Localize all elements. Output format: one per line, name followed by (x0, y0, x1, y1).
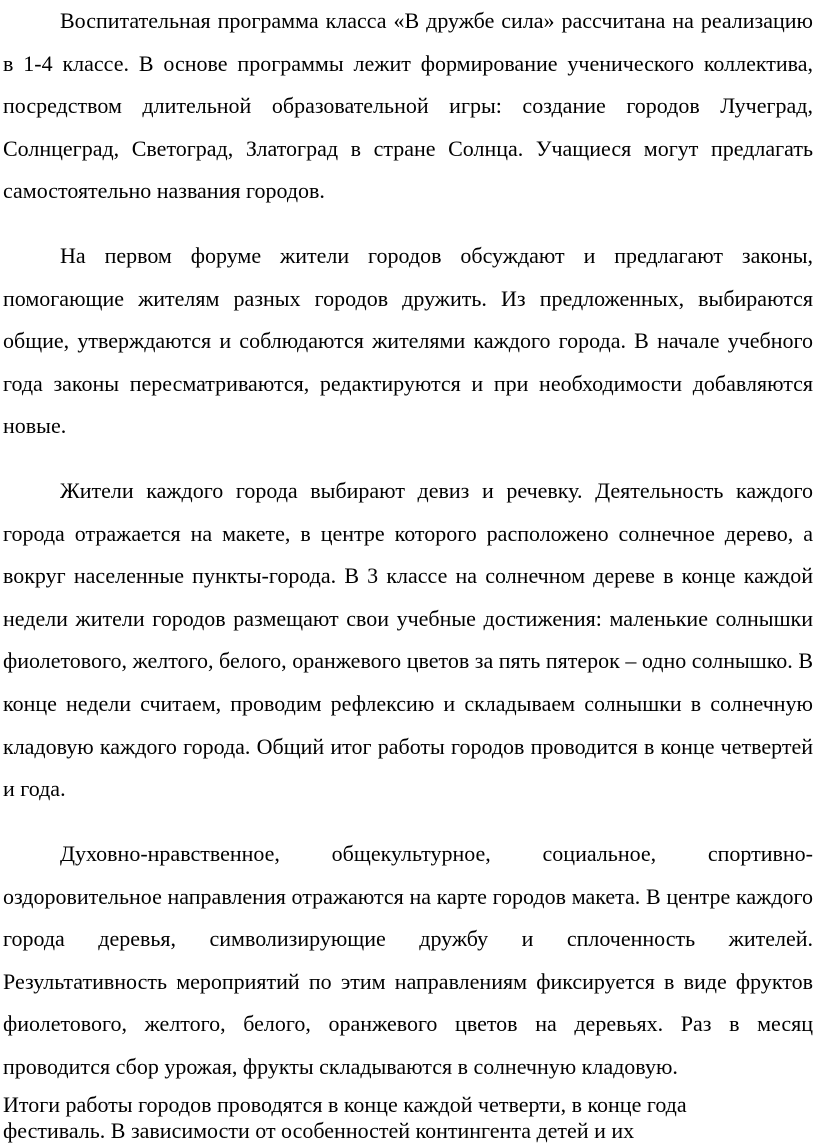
paragraph-text: Воспитательная программа класса «В дружбе сила» рассчитана на реализацию в 1-4 классе. В основе программы лежит формирование ученического коллектива, посредством длительной образовательной игры: создание городов Лучеград, Солнцеград, Светоград, Златоград в стране Солнца. Учащиеся могут предлагать самостоятельно названия городов. (3, 8, 813, 204)
paragraph-text: Жители каждого города выбирают девиз и речевку. Деятельность каждого города отражается на макете, в центре которого расположено солнечное дерево, а вокруг населенные пункты-города. В 3 классе на солнечном дереве в конце каждой недели жители городов размещают свои учебные достижения: маленькие солнышки фиолетового, желтого, белого, оранжевого цветов за пять пятерок – одно солнышко. В конце недели считаем, проводим рефлексию и складываем солнышки в солнечную кладовую каждого города. Общий итог работы городов проводится в конце четвертей и года. (3, 478, 813, 802)
paragraph-city-activity (3, 470, 813, 811)
tail-line-2: фестиваль. В зависимости от особенностей контингента детей и их (3, 1118, 635, 1143)
paragraph-directions (3, 833, 813, 1089)
paragraph-text: Духовно-нравственное, общекультурное, социальное, спортивно-оздоровительное направления отражаются на карте городов макета. В центре каждого города деревья, символизирующие дружбу и сплоченность жителей. Результативность мероприятий по этим направлениям фиксируется в виде фруктов фиолетового, желтого, белого, оранжевого цветов на деревьях. Раз в месяц проводится сбор урожая, фрукты складываются в солнечную кладовую. (3, 841, 813, 1079)
tail-line-1: Итоги работы городов проводятся в конце каждой четверти, в конце года (3, 1092, 687, 1117)
paragraph-text: На первом форуме жители городов обсуждают и предлагают законы, помогающие жителям разных городов дружить. Из предложенных, выбираются общие, утверждаются и соблюдаются жителями каждого города. В начале учебного года законы пересматриваются, редактируются и при необходимости добавляются новые. (3, 243, 813, 439)
paragraph-forum-laws (3, 235, 813, 448)
paragraph-program-intro (3, 0, 813, 213)
